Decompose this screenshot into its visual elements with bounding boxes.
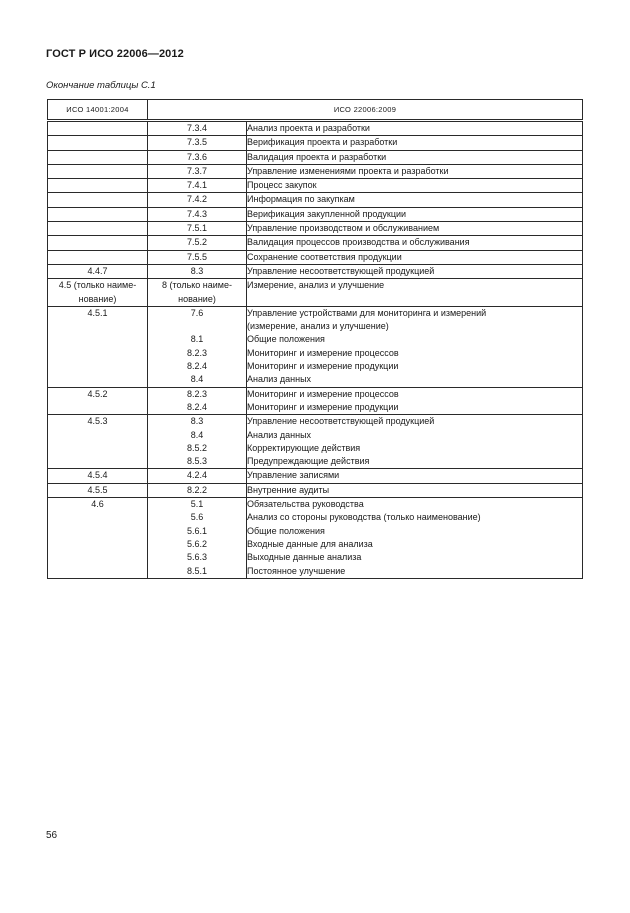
clause-title-cell-line: Анализ проекта и разработки — [247, 123, 370, 133]
table-row — [48, 306, 583, 387]
iso22006-clause-cell-line: 8.4 — [190, 429, 204, 440]
clause-title-cell-line: Обязательства руководства — [247, 499, 364, 510]
iso14001-clause-cell-line: 4.5.5 — [87, 484, 108, 495]
table-body — [48, 121, 583, 579]
iso14001-clause-cell-line — [48, 122, 147, 135]
clause-title-cell-line: Анализ со стороны руководства (только наименование) — [247, 512, 481, 523]
clause-title-cell-line: Внутренние аудиты — [247, 484, 330, 495]
iso14001-clause-cell-line: 4.5 (только наиме- — [58, 280, 137, 291]
correspondence-table — [47, 99, 583, 579]
iso22006-clause-cell — [148, 207, 247, 221]
iso14001-clause-cell — [48, 193, 148, 207]
clause-title-cell — [247, 136, 583, 150]
iso22006-clause-cell-line: 8.2.4 — [186, 361, 208, 372]
clause-title-cell-line: Входные данные для анализа — [247, 538, 373, 549]
iso22006-clause-cell-line — [148, 320, 246, 333]
clause-title-cell — [247, 415, 583, 469]
table-row — [48, 121, 583, 136]
clause-title-cell-line: Мониторинг и измерение процессов — [247, 388, 399, 399]
clause-title-cell-line: Верификация закупленной продукции — [247, 208, 407, 219]
iso14001-clause-cell-line: 4.5.2 — [87, 388, 108, 399]
iso22006-clause-cell-line: 8.2.2 — [186, 484, 208, 495]
iso22006-clause-cell-line: 8.3 — [190, 416, 204, 427]
clause-title-cell — [247, 279, 583, 307]
iso14001-clause-cell-line: 4.5.4 — [87, 470, 108, 481]
table-row — [48, 136, 583, 150]
iso14001-clause-cell-line — [48, 208, 147, 221]
clause-title-cell-line: Управление изменениями проекта и разработки — [247, 165, 449, 176]
column-header-iso22006: ИСО 22006:2009 — [148, 100, 583, 121]
clause-title-cell — [247, 222, 583, 236]
table-row — [48, 179, 583, 193]
iso14001-clause-cell — [48, 469, 148, 483]
iso14001-clause-cell-line: 4.5.3 — [87, 416, 108, 427]
iso14001-clause-cell-line: нование) — [78, 293, 117, 304]
clause-title-cell-line: Сохранение соответствия продукции — [247, 251, 402, 262]
iso14001-clause-cell — [48, 179, 148, 193]
iso14001-clause-cell-line: 4.5.1 — [87, 307, 108, 318]
iso22006-clause-cell-line: 4.2.4 — [186, 470, 208, 481]
clause-title-cell — [247, 387, 583, 415]
table-row — [48, 264, 583, 278]
iso22006-clause-cell — [148, 164, 247, 178]
iso22006-clause-cell — [148, 222, 247, 236]
iso22006-clause-cell-line: 8.2.3 — [186, 388, 208, 399]
iso22006-clause-cell — [148, 387, 247, 415]
clause-title-cell — [247, 164, 583, 178]
iso14001-clause-cell — [48, 250, 148, 264]
table-row — [48, 207, 583, 221]
clause-title-cell-line: Общие положения — [247, 334, 325, 345]
iso22006-clause-cell — [148, 179, 247, 193]
clause-title-cell-line: Валидация проекта и разработки — [247, 151, 387, 162]
table-row — [48, 236, 583, 250]
clause-title-cell-line: Мониторинг и измерение процессов — [247, 347, 399, 358]
iso22006-clause-cell-line: 7.3.7 — [186, 165, 208, 176]
clause-title-cell-line: Анализ данных — [247, 429, 312, 440]
clause-title-cell-line: Предупреждающие действия — [247, 456, 370, 467]
iso14001-clause-cell — [48, 150, 148, 164]
clause-title-cell — [247, 207, 583, 221]
clause-title-cell — [247, 306, 583, 387]
iso14001-clause-cell-line — [48, 165, 147, 178]
clause-title-cell-line: (измерение, анализ и улучшение) — [247, 321, 389, 332]
iso14001-clause-cell-line — [48, 136, 147, 149]
iso22006-clause-cell-line: 7.6 — [190, 307, 204, 318]
iso22006-clause-cell-line: 7.5.1 — [186, 223, 208, 234]
clause-title-cell-line: Верификация проекта и разработки — [247, 137, 398, 148]
iso22006-clause-cell-line: 7.5.5 — [186, 251, 208, 262]
iso14001-clause-cell-line: 4.6 — [91, 499, 104, 510]
table-header-row — [48, 100, 583, 121]
iso14001-clause-cell — [48, 387, 148, 415]
clause-title-cell-line: Управление несоответствующей продукцией — [247, 265, 435, 276]
clause-title-cell-line: Выходные данные анализа — [247, 552, 362, 563]
table-row — [48, 222, 583, 236]
iso22006-clause-cell — [148, 264, 247, 278]
clause-title-cell — [247, 264, 583, 278]
iso22006-clause-cell-line: 5.6.3 — [186, 552, 208, 563]
iso22006-clause-cell — [148, 250, 247, 264]
iso14001-clause-cell — [48, 236, 148, 250]
iso14001-clause-cell — [48, 264, 148, 278]
clause-title-cell — [247, 498, 583, 579]
clause-title-cell — [247, 179, 583, 193]
table-row — [48, 193, 583, 207]
iso14001-clause-cell — [48, 498, 148, 579]
clause-title-cell-line: Корректирующие действия — [247, 442, 361, 453]
iso22006-clause-cell-line: 5.6 — [190, 512, 204, 523]
table-row — [48, 498, 583, 579]
iso14001-clause-cell-line — [48, 151, 147, 164]
iso14001-clause-cell-line — [48, 236, 147, 249]
clause-title-cell-line: Постоянное улучшение — [247, 565, 346, 576]
clause-title-cell-line: Информация по закупкам — [247, 194, 355, 205]
table-row — [48, 250, 583, 264]
iso22006-clause-cell — [148, 483, 247, 497]
table-row — [48, 150, 583, 164]
clause-title-cell — [247, 483, 583, 497]
iso22006-clause-cell-line: 7.4.1 — [186, 180, 208, 191]
clause-title-cell-line: Мониторинг и измерение продукции — [247, 361, 399, 372]
clause-title-cell — [247, 193, 583, 207]
iso22006-clause-cell-line: 8.5.1 — [186, 565, 208, 576]
iso22006-clause-cell-line: 7.3.5 — [186, 137, 208, 148]
iso22006-clause-cell — [148, 279, 247, 307]
table-row — [48, 469, 583, 483]
iso22006-clause-cell — [148, 193, 247, 207]
iso14001-clause-cell — [48, 483, 148, 497]
table-caption: Окончание таблицы С.1 — [46, 80, 156, 91]
iso14001-clause-cell — [48, 121, 148, 136]
iso22006-clause-cell-line: 7.4.2 — [186, 194, 208, 205]
iso14001-clause-cell — [48, 136, 148, 150]
iso22006-clause-cell-line: 8.4 — [190, 374, 204, 385]
iso22006-clause-cell — [148, 150, 247, 164]
iso22006-clause-cell — [148, 415, 247, 469]
iso22006-clause-cell-line: 5.6.2 — [186, 538, 208, 549]
iso22006-clause-cell-line: 5.1 — [190, 499, 204, 510]
clause-title-cell-line: Управление производством и обслуживанием — [247, 223, 440, 234]
table-row — [48, 164, 583, 178]
iso22006-clause-cell-line: 8 (только наиме- — [161, 280, 232, 291]
table-row — [48, 483, 583, 497]
iso22006-clause-cell-line: 7.4.3 — [186, 208, 208, 219]
iso22006-clause-cell-line: нование) — [178, 293, 216, 304]
iso22006-clause-cell — [148, 498, 247, 579]
iso22006-clause-cell-line: 8.1 — [190, 334, 204, 345]
clause-title-cell — [247, 469, 583, 483]
iso14001-clause-cell-line — [48, 193, 147, 206]
iso22006-clause-cell-line: 8.5.3 — [186, 456, 208, 467]
clause-title-cell — [247, 150, 583, 164]
clause-title-cell-line: Измерение, анализ и улучшение — [247, 280, 385, 291]
table-row — [48, 415, 583, 469]
iso14001-clause-cell — [48, 222, 148, 236]
iso22006-clause-cell-line: 8.2.4 — [186, 401, 208, 412]
clause-title-cell — [247, 250, 583, 264]
iso14001-clause-cell-line — [48, 251, 147, 264]
iso22006-clause-cell — [148, 306, 247, 387]
page-number: 56 — [46, 830, 58, 841]
iso22006-clause-cell — [148, 121, 247, 136]
iso22006-clause-cell — [148, 236, 247, 250]
document-header: ГОСТ Р ИСО 22006—2012 — [46, 48, 184, 60]
iso22006-clause-cell-line: 5.6.1 — [186, 525, 208, 536]
clause-title-cell-line: Мониторинг и измерение продукции — [247, 401, 399, 412]
table-row — [48, 387, 583, 415]
iso14001-clause-cell-line: 4.4.7 — [87, 265, 108, 276]
clause-title-cell-line: Управление несоответствующей продукцией — [247, 416, 435, 427]
iso22006-clause-cell-line: 7.3.6 — [186, 151, 208, 162]
clause-title-cell-line: Управление устройствами для мониторинга и измерений — [247, 307, 487, 318]
clause-title-cell-line: Общие положения — [247, 525, 325, 536]
iso14001-clause-cell — [48, 279, 148, 307]
column-header-iso14001: ИСО 14001:2004 — [48, 100, 148, 121]
iso22006-clause-cell-line: 8.2.3 — [186, 347, 208, 358]
iso22006-clause-cell-line: 7.5.2 — [186, 237, 208, 248]
iso22006-clause-cell-line: 8.5.2 — [186, 442, 208, 453]
iso22006-clause-cell — [148, 469, 247, 483]
iso14001-clause-cell — [48, 306, 148, 387]
iso14001-clause-cell — [48, 207, 148, 221]
iso14001-clause-cell — [48, 415, 148, 469]
clause-title-cell-line: Процесс закупок — [247, 180, 317, 191]
table-row — [48, 279, 583, 307]
iso14001-clause-cell-line — [48, 179, 147, 192]
iso22006-clause-cell — [148, 136, 247, 150]
iso22006-clause-cell-line: 8.3 — [190, 265, 204, 276]
clause-title-cell-line: Валидация процессов производства и обслуживания — [247, 237, 470, 248]
clause-title-cell — [247, 121, 583, 136]
iso14001-clause-cell-line — [48, 222, 147, 235]
clause-title-cell — [247, 236, 583, 250]
iso14001-clause-cell — [48, 164, 148, 178]
clause-title-cell-line: Управление записями — [247, 470, 340, 481]
iso22006-clause-cell-line: 7.3.4 — [186, 123, 208, 133]
clause-title-cell-line: Анализ данных — [247, 374, 312, 385]
